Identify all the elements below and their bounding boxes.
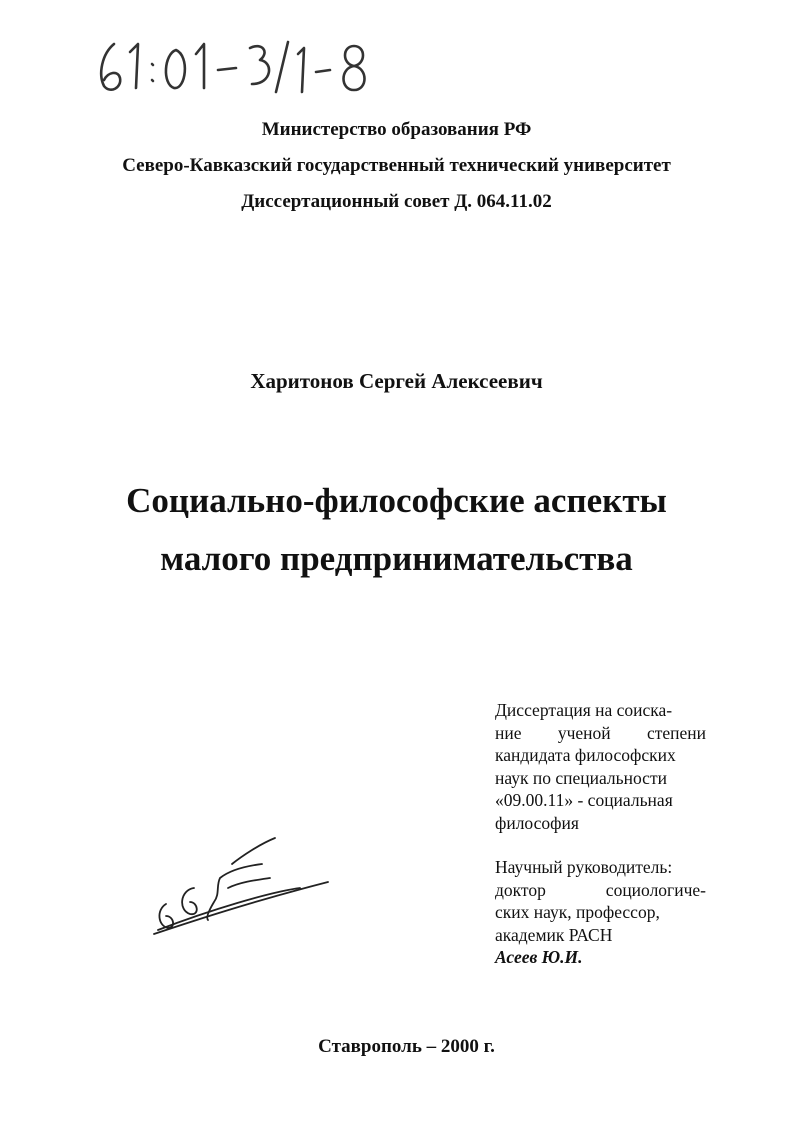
- dissertation-title: [0, 472, 793, 588]
- city-year: Ставрополь – 2000 г.: [318, 1036, 495, 1057]
- desc-word: ние: [495, 722, 522, 743]
- advisor-line: ских наук, профессор,: [495, 902, 660, 922]
- desc-word: ученой: [557, 722, 611, 743]
- desc-line: наук по специальности: [495, 767, 667, 788]
- desc-line: Диссертация на соиска-: [495, 700, 673, 720]
- advisor-line: [495, 879, 706, 902]
- author-signature: [150, 830, 330, 940]
- advisor-line: академик РАСН: [495, 924, 613, 945]
- author-name: Харитонов Сергей Алексеевич: [250, 369, 543, 393]
- desc-line: «09.00.11» - социальная: [495, 790, 673, 810]
- advisor-name: Асеев Ю.И.: [495, 947, 583, 967]
- desc-word: степени: [646, 722, 706, 743]
- institution-header: [0, 112, 793, 220]
- title-line-1: Социально-философские аспекты: [126, 481, 667, 520]
- council-line: Диссертационный совет Д. 064.11.02: [241, 191, 552, 212]
- desc-line: философия: [495, 812, 579, 833]
- university-line: Северо-Кавказский государственный технический университет: [122, 155, 671, 176]
- title-line-2: малого предпринимательства: [160, 539, 633, 578]
- desc-line: [495, 722, 706, 745]
- advisor-word: социологиче-: [605, 879, 706, 900]
- ministry-line: Министерство образования РФ: [261, 119, 532, 140]
- handwritten-archive-code: [92, 34, 382, 98]
- dissertation-description: [495, 699, 706, 969]
- advisor-word: доктор: [495, 879, 546, 900]
- advisor-line: Научный руководитель:: [495, 857, 673, 877]
- desc-line: кандидата философских: [495, 745, 676, 765]
